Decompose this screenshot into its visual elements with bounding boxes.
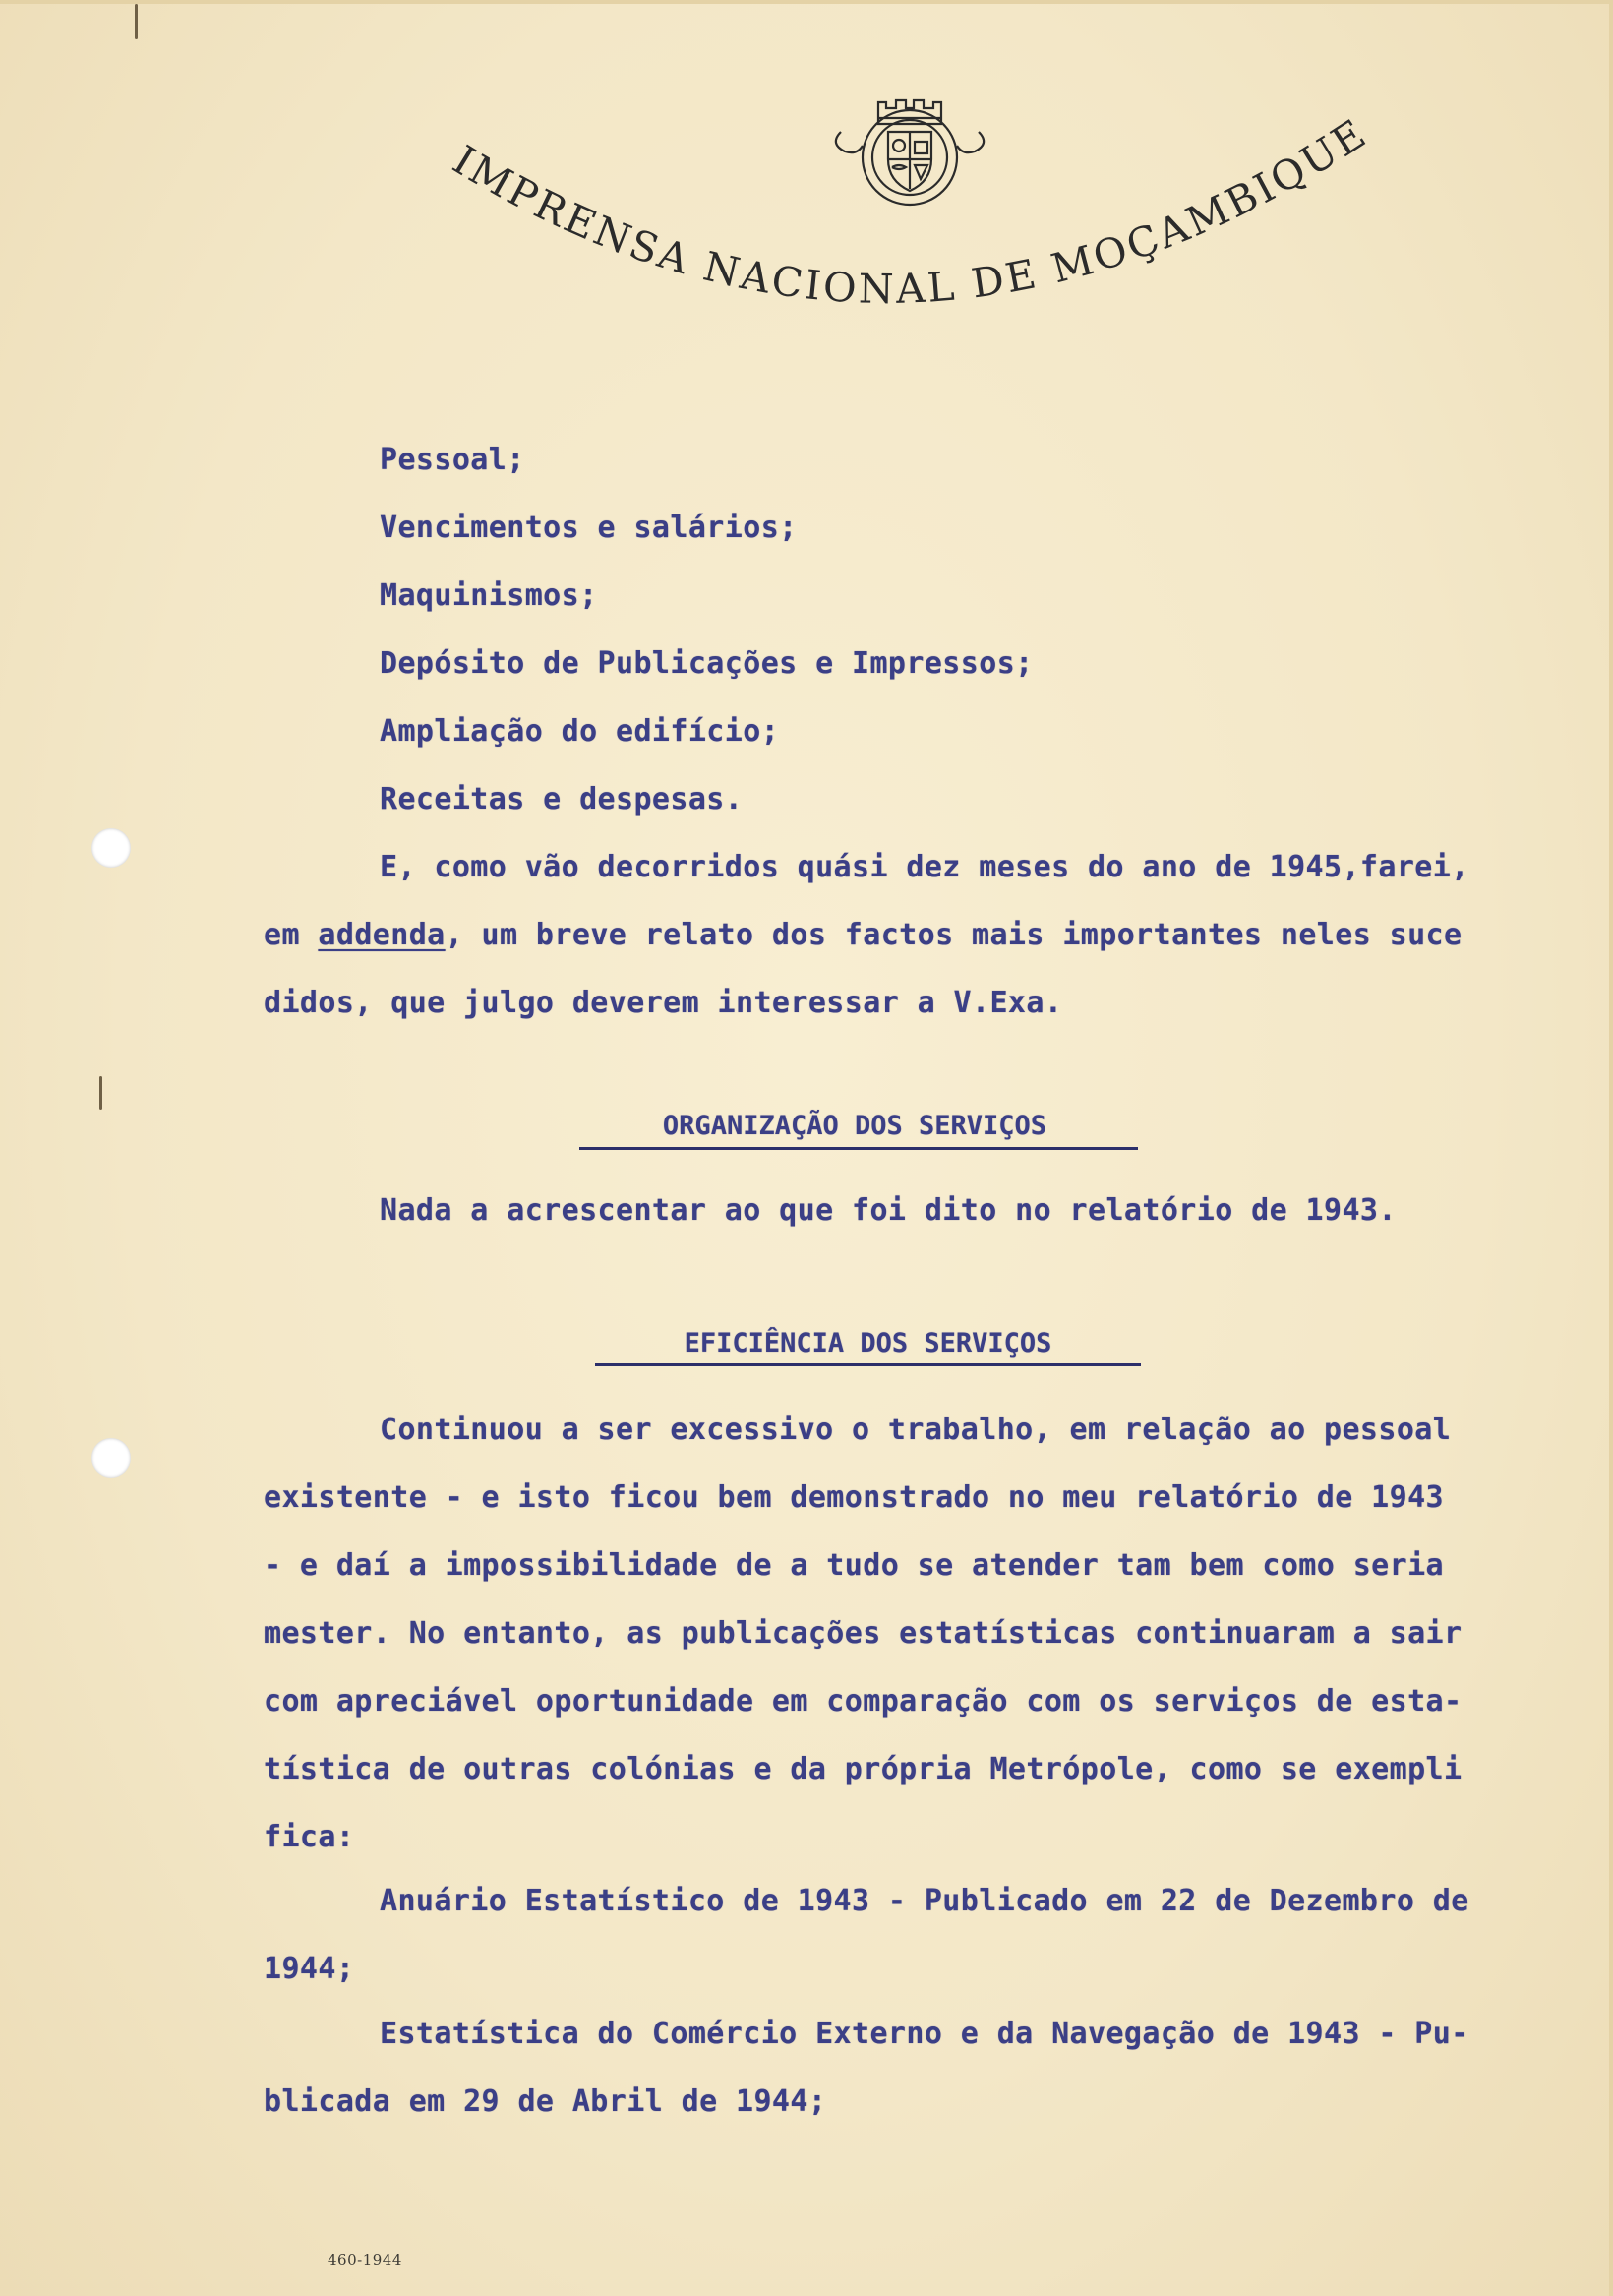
example-line: Estatística do Comércio Externo e da Navegação de 1943 - Pu- [380,2017,1469,2051]
paragraph-line: E, como vão decorridos quási dez meses do ano de 1945,farei, [380,850,1469,884]
addenda-underlined: addenda [318,918,446,952]
paragraph-line [264,918,1462,953]
section-text: Nada a acrescentar ao que foi dito no relatório de 1943. [380,1193,1397,1228]
list-item: Pessoal; [380,443,525,477]
list-item: Vencimentos e salários; [380,511,798,545]
example-line: Anuário Estatístico de 1943 - Publicado em 22 de Dezembro de [380,1884,1469,1918]
example-line: 1944; [264,1952,355,1986]
paragraph-fragment: , um breve relato dos factos mais importantes neles suce [445,918,1463,952]
heading-underline [595,1363,1141,1366]
section-heading-organizacao: ORGANIZAÇÃO DOS SERVIÇOS [662,1111,1047,1141]
list-item: Ampliação do edifício; [380,714,780,749]
paragraph-line: - e daí a impossibilidade de a tudo se atender tam bem como seria [264,1548,1444,1583]
paragraph-line: fica: [264,1820,355,1854]
example-line: blicada em 29 de Abril de 1944; [264,2085,827,2119]
paragraph-fragment: em [264,918,319,952]
paragraph-line: tística de outras colónias e da própria Metrópole, como se exempli [264,1752,1463,1786]
paragraph-line: mester. No entanto, as publicações estatísticas continuaram a sair [264,1616,1463,1651]
paragraph-line: didos, que julgo deverem interessar a V.Exa. [264,986,1063,1020]
list-item: Maquinismos; [380,578,598,613]
printer-code: 460-1944 [328,2251,402,2268]
paragraph-line: com apreciável oportunidade em comparação com os serviços de esta- [264,1684,1463,1719]
letterhead-title: IMPRENSA NACIONAL DE MOÇAMBIQUE [445,108,1377,313]
section-heading-eficiencia: EFICIÊNCIA DOS SERVIÇOS [684,1328,1052,1359]
paragraph-line: existente - e isto ficou bem demonstrado no meu relatório de 1943 [264,1480,1444,1515]
list-item: Receitas e despesas. [380,782,744,816]
paragraph-line: Continuou a ser excessivo o trabalho, em relação ao pessoal [380,1413,1452,1447]
heading-underline [579,1147,1138,1150]
list-item: Depósito de Publicações e Impressos; [380,646,1034,681]
